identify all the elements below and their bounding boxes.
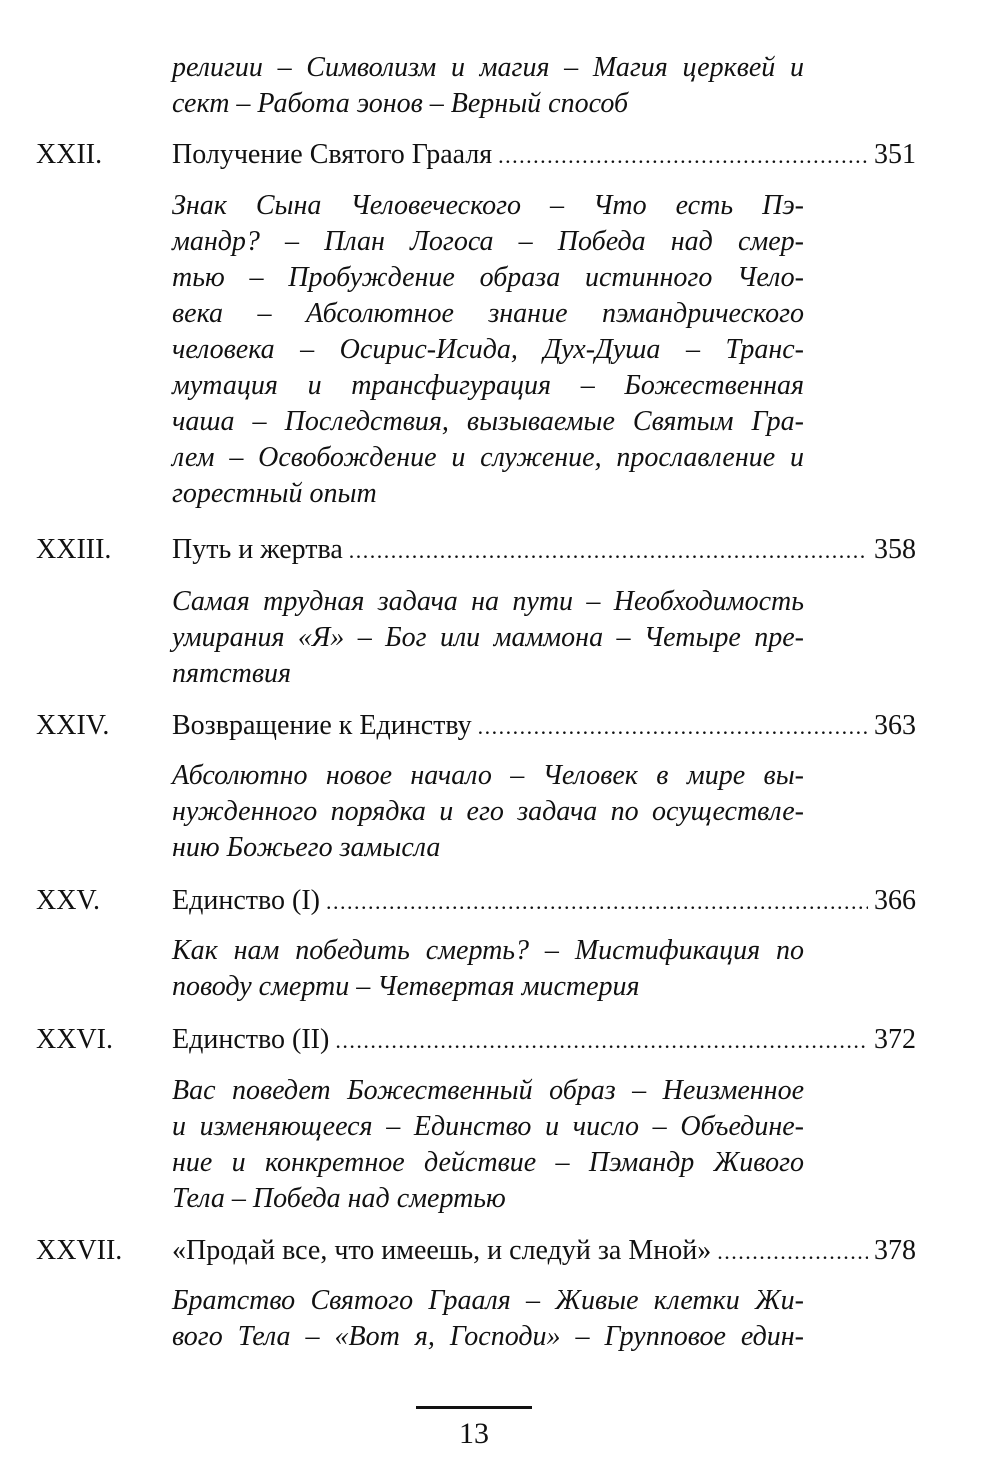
- summary-line: века – Абсолютное знание пэмандрического: [172, 298, 804, 329]
- summary-line: горестный опыт: [172, 478, 377, 509]
- chapter-summary-xxv: [172, 933, 804, 1005]
- footer-rule: [416, 1406, 532, 1409]
- chapter-summary-xxiv: [172, 758, 804, 866]
- summary-line: и изменяющееся – Единство и число – Объедине-: [172, 1111, 804, 1142]
- summary-line: нию Божьего замысла: [172, 832, 441, 863]
- summary-line: нужденного порядка и его задача по осуществле-: [172, 796, 804, 827]
- summary-line: чаша – Последствия, вызываемые Святым Гра-: [172, 406, 804, 437]
- chapter-summary-xxiii: [172, 584, 804, 692]
- summary-line: мандр? – План Логоса – Победа над смер-: [172, 226, 804, 257]
- summary-line: умирания «Я» – Бог или маммона – Четыре пре-: [172, 622, 804, 653]
- summary-line: Абсолютно новое начало – Человек в мире вы-: [172, 760, 804, 791]
- leader-dots: [335, 1021, 868, 1061]
- leader-dots: [717, 1232, 868, 1272]
- chapter-summary-xxvii: [172, 1283, 804, 1355]
- toc-entry-xxv[interactable]: [36, 881, 916, 921]
- chapter-title: Получение Святого Грааля: [172, 139, 493, 170]
- intro-continuation: [172, 50, 804, 122]
- summary-line: Самая трудная задача на пути – Необходимость: [172, 586, 804, 617]
- leader-dots: [349, 531, 868, 571]
- page-number: 13: [459, 1417, 489, 1450]
- summary-line: мутация и трансфигурация – Божественная: [172, 370, 804, 401]
- chapter-summary-xxvi: [172, 1073, 804, 1217]
- summary-line: Знак Сына Человеческого – Что есть Пэ-: [172, 190, 804, 221]
- chapter-title: Единство (I): [172, 885, 320, 916]
- leader-dots: [478, 707, 868, 747]
- chapter-page-number: 372: [874, 1024, 916, 1055]
- chapter-page-number: 366: [874, 885, 916, 916]
- summary-line: Как нам победить смерть? – Мистификация по: [172, 935, 804, 966]
- chapter-page-number: 358: [874, 534, 916, 565]
- chapter-numeral: XXIII.: [36, 534, 112, 565]
- summary-line: поводу смерти – Четвертая мистерия: [172, 971, 640, 1002]
- toc-entry-xxiii[interactable]: [36, 530, 916, 570]
- toc-entry-xxiv[interactable]: [36, 706, 916, 746]
- summary-line: Братство Святого Грааля – Живые клетки Жи-: [172, 1285, 804, 1316]
- chapter-summary-xxii: [172, 188, 804, 512]
- chapter-page-number: 351: [874, 139, 916, 170]
- chapter-numeral: XXV.: [36, 885, 101, 916]
- summary-line: тью – Пробуждение образа истинного Чело-: [172, 262, 804, 293]
- summary-line: лем – Освобождение и служение, прославление и: [172, 442, 804, 473]
- chapter-numeral: XXIV.: [36, 710, 110, 741]
- chapter-numeral: XXVII.: [36, 1235, 123, 1266]
- summary-line: вого Тела – «Вот я, Господи» – Групповое един-: [172, 1321, 804, 1352]
- toc-entry-xxii[interactable]: [36, 135, 916, 175]
- chapter-numeral: XXVI.: [36, 1024, 113, 1055]
- chapter-page-number: 363: [874, 710, 916, 741]
- chapter-title: Возвращение к Единству: [172, 710, 472, 741]
- summary-line: пятствия: [172, 658, 292, 689]
- chapter-title: Единство (II): [172, 1024, 330, 1055]
- toc-entry-xxvii[interactable]: [36, 1231, 916, 1271]
- chapter-numeral: XXII.: [36, 139, 103, 170]
- summary-line: Тела – Победа над смертью: [172, 1183, 506, 1214]
- chapter-title: «Продай все, что имеешь, и следуй за Мной»: [172, 1235, 712, 1266]
- summary-line: сект – Работа эонов – Верный способ: [172, 88, 629, 119]
- summary-line: Вас поведет Божественный образ – Неизменное: [172, 1075, 804, 1106]
- toc-entry-xxvi[interactable]: [36, 1020, 916, 1060]
- chapter-page-number: 378: [874, 1235, 916, 1266]
- summary-line: религии – Символизм и магия – Магия церквей и: [172, 52, 804, 83]
- leader-dots: [498, 136, 868, 176]
- summary-line: ние и конкретное действие – Пэмандр Живого: [172, 1147, 804, 1178]
- chapter-title: Путь и жертва: [172, 534, 343, 565]
- leader-dots: [326, 882, 868, 922]
- summary-line: человека – Осирис-Исида, Дух-Душа – Транс-: [172, 334, 804, 365]
